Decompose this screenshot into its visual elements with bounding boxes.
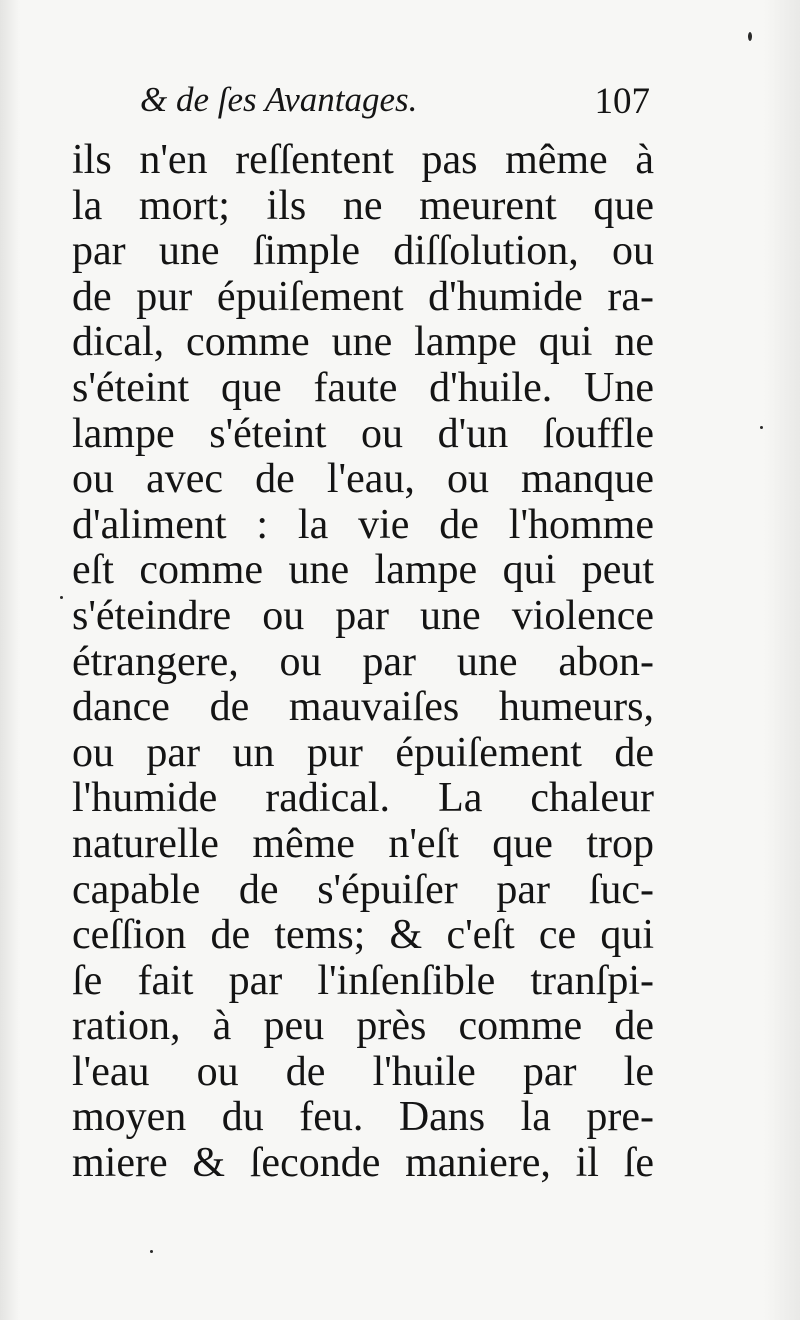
text-line: la mort; ils ne meurent que (72, 182, 654, 229)
text-line: moyen du feu. Dans la pre- (72, 1094, 654, 1141)
page-header (140, 80, 650, 132)
ink-speck (150, 1250, 153, 1253)
text-line: d'aliment : la vie de l'homme (72, 501, 654, 548)
text-line: ſe fait par l'inſenſible tranſpi- (72, 957, 654, 1004)
text-line: ou par un pur épuiſement de (72, 729, 654, 776)
page-edge-left (0, 0, 20, 1320)
text-line: eſt comme une lampe qui peut (72, 547, 654, 594)
text-line: dance de mauvaiſes humeurs, (72, 684, 654, 731)
text-line: lampe s'éteint ou d'un ſouffle (72, 410, 654, 457)
text-line: ration, à peu près comme de (72, 1003, 654, 1050)
page-edge-right (764, 0, 800, 1320)
running-title: & de ſes Avantages. (140, 80, 418, 119)
text-line: ils n'en reſſentent pas même à (72, 137, 654, 183)
text-line: étrangere, ou par une abon- (72, 638, 654, 685)
text-line: l'humide radical. La chaleur (72, 775, 654, 822)
text-line: capable de s'épuiſer par ſuc- (72, 866, 654, 913)
text-line: s'éteint que faute d'huile. Une (72, 364, 654, 411)
body-text (72, 138, 654, 1187)
text-line: s'éteindre ou par une violence (72, 592, 654, 639)
text-line: par une ſimple diſſolution, ou (72, 228, 654, 275)
text-line: miere & ſeconde maniere, il ſe (72, 1140, 654, 1187)
text-line: ceſſion de tems; & c'eſt ce qui (72, 912, 654, 959)
text-line: dical, comme une lampe qui ne (72, 319, 654, 366)
text-line: l'eau ou de l'huile par le (72, 1048, 654, 1095)
ink-speck (60, 596, 63, 599)
ink-speck (760, 426, 763, 429)
text-line: naturelle même n'eſt que trop (72, 820, 654, 867)
text-line: ou avec de l'eau, ou manque (72, 456, 654, 503)
text-line: de pur épuiſement d'humide ra- (72, 273, 654, 320)
ink-speck (748, 32, 752, 41)
page-number: 107 (594, 81, 650, 122)
